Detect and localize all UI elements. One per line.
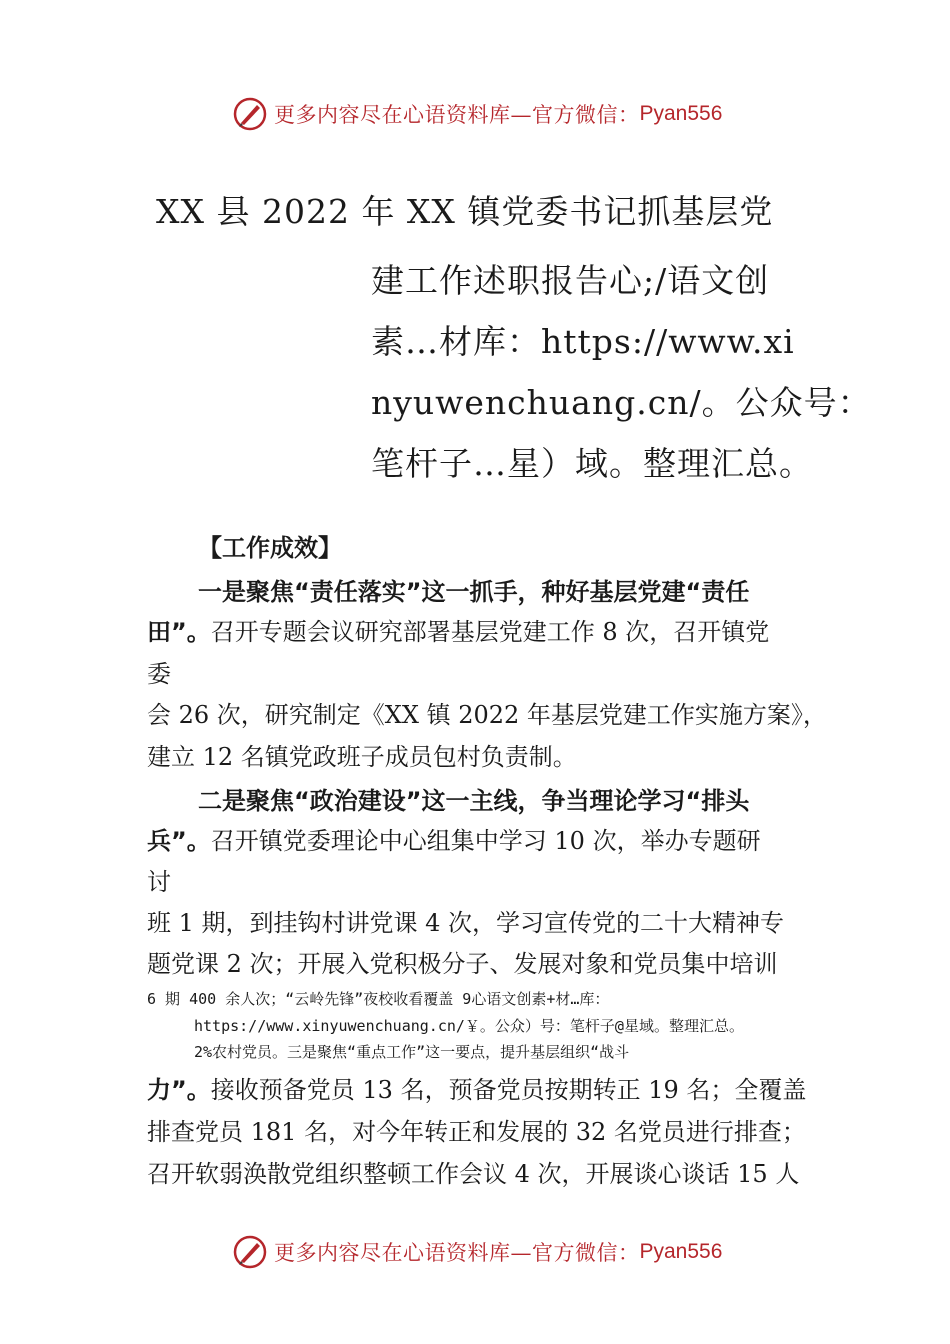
pen-logo-icon: [232, 96, 268, 132]
para2-line: 题党课 2 次；开展入党积极分子、发展对象和党员集中培训: [147, 950, 778, 978]
watermark-account: Pyan556: [639, 102, 723, 125]
para2-small-line: 2%农村党员。三是聚焦“重点工作”这一要点，提升基层组织“战斗: [194, 1043, 630, 1061]
para3-lead: 力”。: [147, 1076, 211, 1104]
pen-logo-icon: [232, 1234, 268, 1270]
title-line: 素…材库：https://www.xi: [371, 322, 795, 361]
watermark-account: Pyan556: [639, 1240, 723, 1263]
document-title: XX 县 2022 年 XX 镇党委书记抓基层党: [156, 192, 774, 231]
watermark-banner-bottom: [232, 1232, 752, 1272]
para3-text: 接收预备党员 13 名，预备党员按期转正 19 名；全覆盖: [210, 1076, 807, 1104]
para1-lead-end: 田”。: [147, 618, 211, 646]
watermark-text: 更多内容尽在心语资料库—官方微信：: [274, 1241, 640, 1265]
watermark-banner-top: [232, 94, 752, 134]
para2-line: 班 1 期，到挂钩村讲党课 4 次，学习宣传党的二十大精神专: [147, 909, 785, 937]
para1-line: 建立 12 名镇党政班子成员包村负责制。: [147, 743, 577, 771]
para1-line: 会 26 次，研究制定《XX 镇 2022 年基层党建工作实施方案》，: [147, 701, 827, 729]
para3-line: 召开软弱涣散党组织整顿工作会议 4 次，开展谈心谈话 15 人: [147, 1160, 800, 1188]
para2-lead: 二是聚焦“政治建设”这一主线，争当理论学习“排头: [198, 787, 750, 815]
para3-line: [147, 1070, 806, 1105]
para1-line: 委: [147, 660, 171, 688]
watermark-text: 更多内容尽在心语资料库—官方微信：: [274, 103, 640, 127]
para2-small-line: 6 期 400 余人次；“云岭先锋”夜校收看覆盖 9心语文创素+材…库：: [147, 990, 610, 1008]
para2-small-line: https://www.xinyuwenchuang.cn/￥。公众）号：笔杆子@星域。整理汇总。: [194, 1017, 744, 1035]
para1-text: 召开专题会议研究部署基层党建工作 8 次，召开镇党: [210, 618, 770, 646]
section-heading: 【工作成效】: [198, 534, 342, 562]
para2-lead-end: 兵”。: [147, 827, 211, 855]
title-line: nyuwenchuang.cn/。公众号：: [371, 383, 872, 422]
para1-line: [147, 612, 769, 647]
para1-lead: 一是聚焦“责任落实”这一抓手，种好基层党建“责任: [198, 578, 750, 606]
document-title-continued: [371, 250, 872, 494]
title-line: 建工作述职报告心;/语文创: [371, 261, 770, 300]
para2-text: 召开镇党委理论中心组集中学习 10 次，举办专题研: [210, 827, 761, 855]
title-line: 笔杆子…星）域。整理汇总。: [371, 444, 813, 483]
para3-line: 排查党员 181 名，对今年转正和发展的 32 名党员进行排查；: [147, 1118, 806, 1146]
para2-line: 讨: [147, 868, 171, 896]
para2-line: [147, 821, 761, 856]
